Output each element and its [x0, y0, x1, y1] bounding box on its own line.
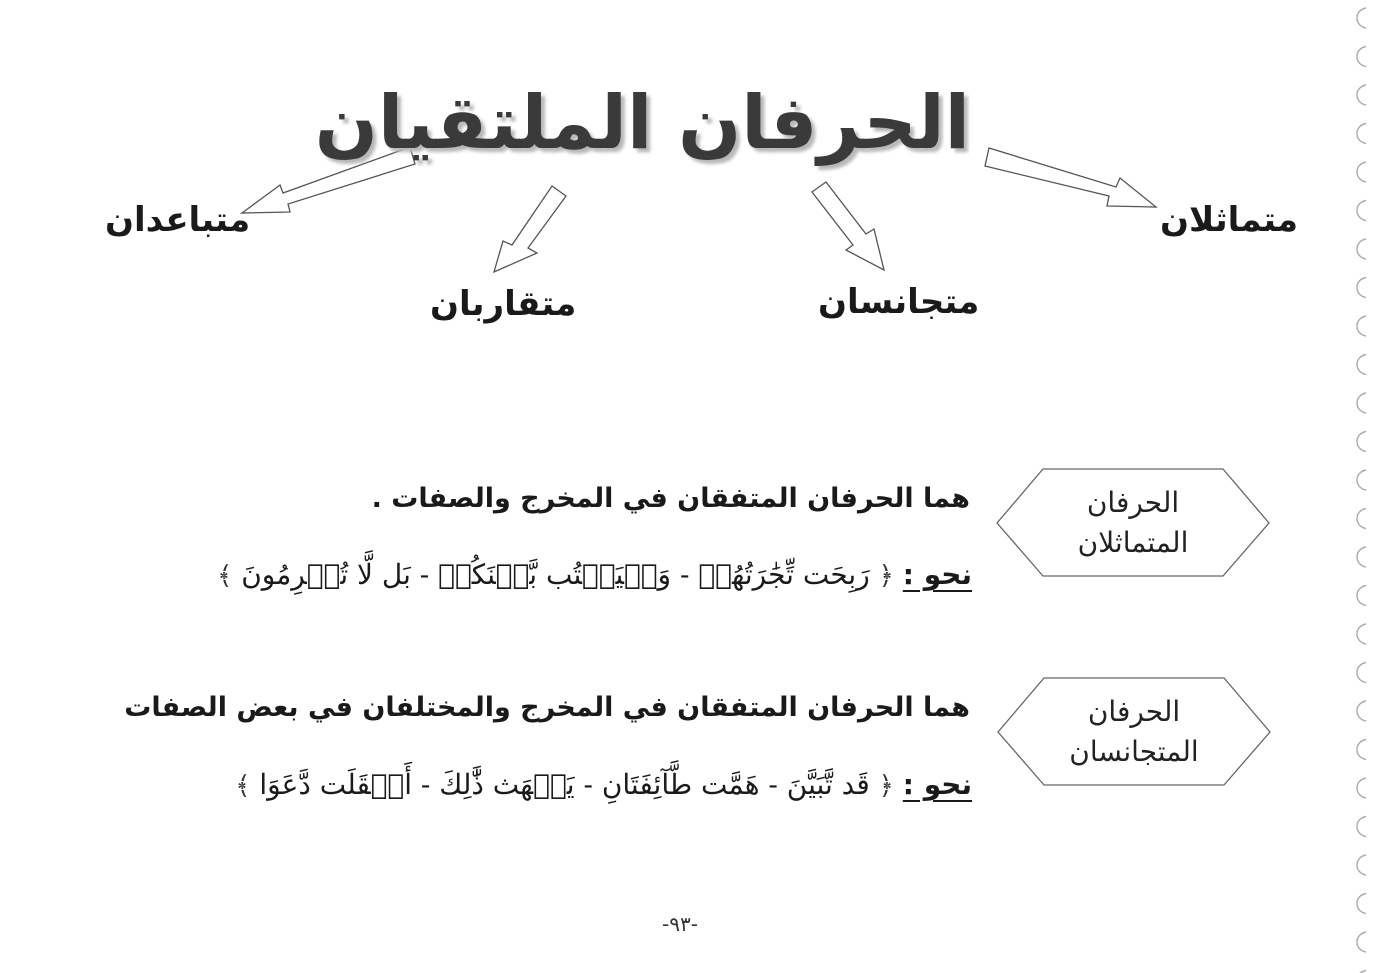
definition-mutajanisan: هما الحرفان المتفقان في المخرج والمختلفان في بعض الصفات — [124, 692, 970, 723]
page-number: -٩٣- — [662, 912, 698, 936]
binding-ring — [1357, 239, 1366, 259]
quran-example-text: قَد تَّبَيَّنَ - هَمَّت طَّآئِفَتَانِ - يَلۡهَث ذَّٰلِكَ - أَثۡقَلَت دَّعَوَا — [259, 768, 870, 801]
ornament-close: ﴾ — [235, 771, 251, 801]
binding-ring — [1357, 470, 1366, 490]
binding-ring — [1357, 355, 1366, 375]
binding-ring — [1357, 894, 1366, 914]
binding-ring — [1357, 8, 1366, 28]
binding-ring — [1357, 316, 1366, 336]
binding-ring — [1357, 740, 1366, 760]
quran-example-text: رَبِحَت تِّجَٰرَتُهُمۡ - وَلۡيَكۡتُب بَّيۡنَكُمۡ - بَل لَّا تُكۡرِمُونَ — [241, 558, 870, 591]
arrow-to-mutajanisan — [812, 182, 884, 270]
branch-mutajanisan: متجانسان — [818, 282, 980, 322]
arrow-to-mutamathilan — [985, 148, 1156, 207]
diagram-arrows — [0, 0, 1340, 360]
branch-mutamathilan: متماثلان — [1160, 200, 1299, 240]
arrow-to-mutaqariban — [494, 186, 566, 272]
binding-ring — [1357, 855, 1366, 875]
binding-ring — [1357, 85, 1366, 105]
binding-ring — [1357, 393, 1366, 413]
term-label: الحرفان المتماثلان — [1077, 486, 1189, 559]
spiral-binding — [1344, 0, 1374, 973]
term-box-mutajanisan — [996, 677, 1272, 787]
binding-ring — [1357, 124, 1366, 144]
binding-ring — [1357, 547, 1366, 567]
example-lead: نحو : — [902, 768, 972, 801]
branch-mutabaidan: متباعدان — [105, 200, 251, 240]
binding-ring — [1357, 509, 1366, 529]
binding-ring — [1357, 47, 1366, 67]
binding-ring — [1357, 162, 1366, 182]
binding-ring — [1357, 432, 1366, 452]
definition-mutamathilan: هما الحرفان المتفقان في المخرج والصفات . — [371, 483, 970, 514]
example-mutamathilan — [217, 558, 972, 591]
term-label: الحرفان المتجانسان — [1069, 695, 1199, 768]
page-title: الحرفان الملتقيان — [314, 80, 970, 166]
binding-ring — [1357, 817, 1366, 837]
binding-ring — [1357, 201, 1366, 221]
ornament-close: ﴾ — [217, 561, 233, 591]
branch-mutaqariban: متقاربان — [430, 284, 577, 324]
term-box-mutamathilan — [995, 468, 1271, 578]
binding-ring — [1357, 278, 1366, 298]
ornament-open: ﴿ — [878, 771, 894, 801]
example-mutajanisan — [235, 768, 972, 801]
binding-ring — [1357, 701, 1366, 721]
binding-ring — [1357, 663, 1366, 683]
example-lead: نحو : — [902, 558, 972, 591]
binding-ring — [1357, 932, 1366, 952]
ornament-open: ﴿ — [878, 561, 894, 591]
binding-ring — [1357, 778, 1366, 798]
binding-ring — [1357, 624, 1366, 644]
binding-ring — [1357, 586, 1366, 606]
